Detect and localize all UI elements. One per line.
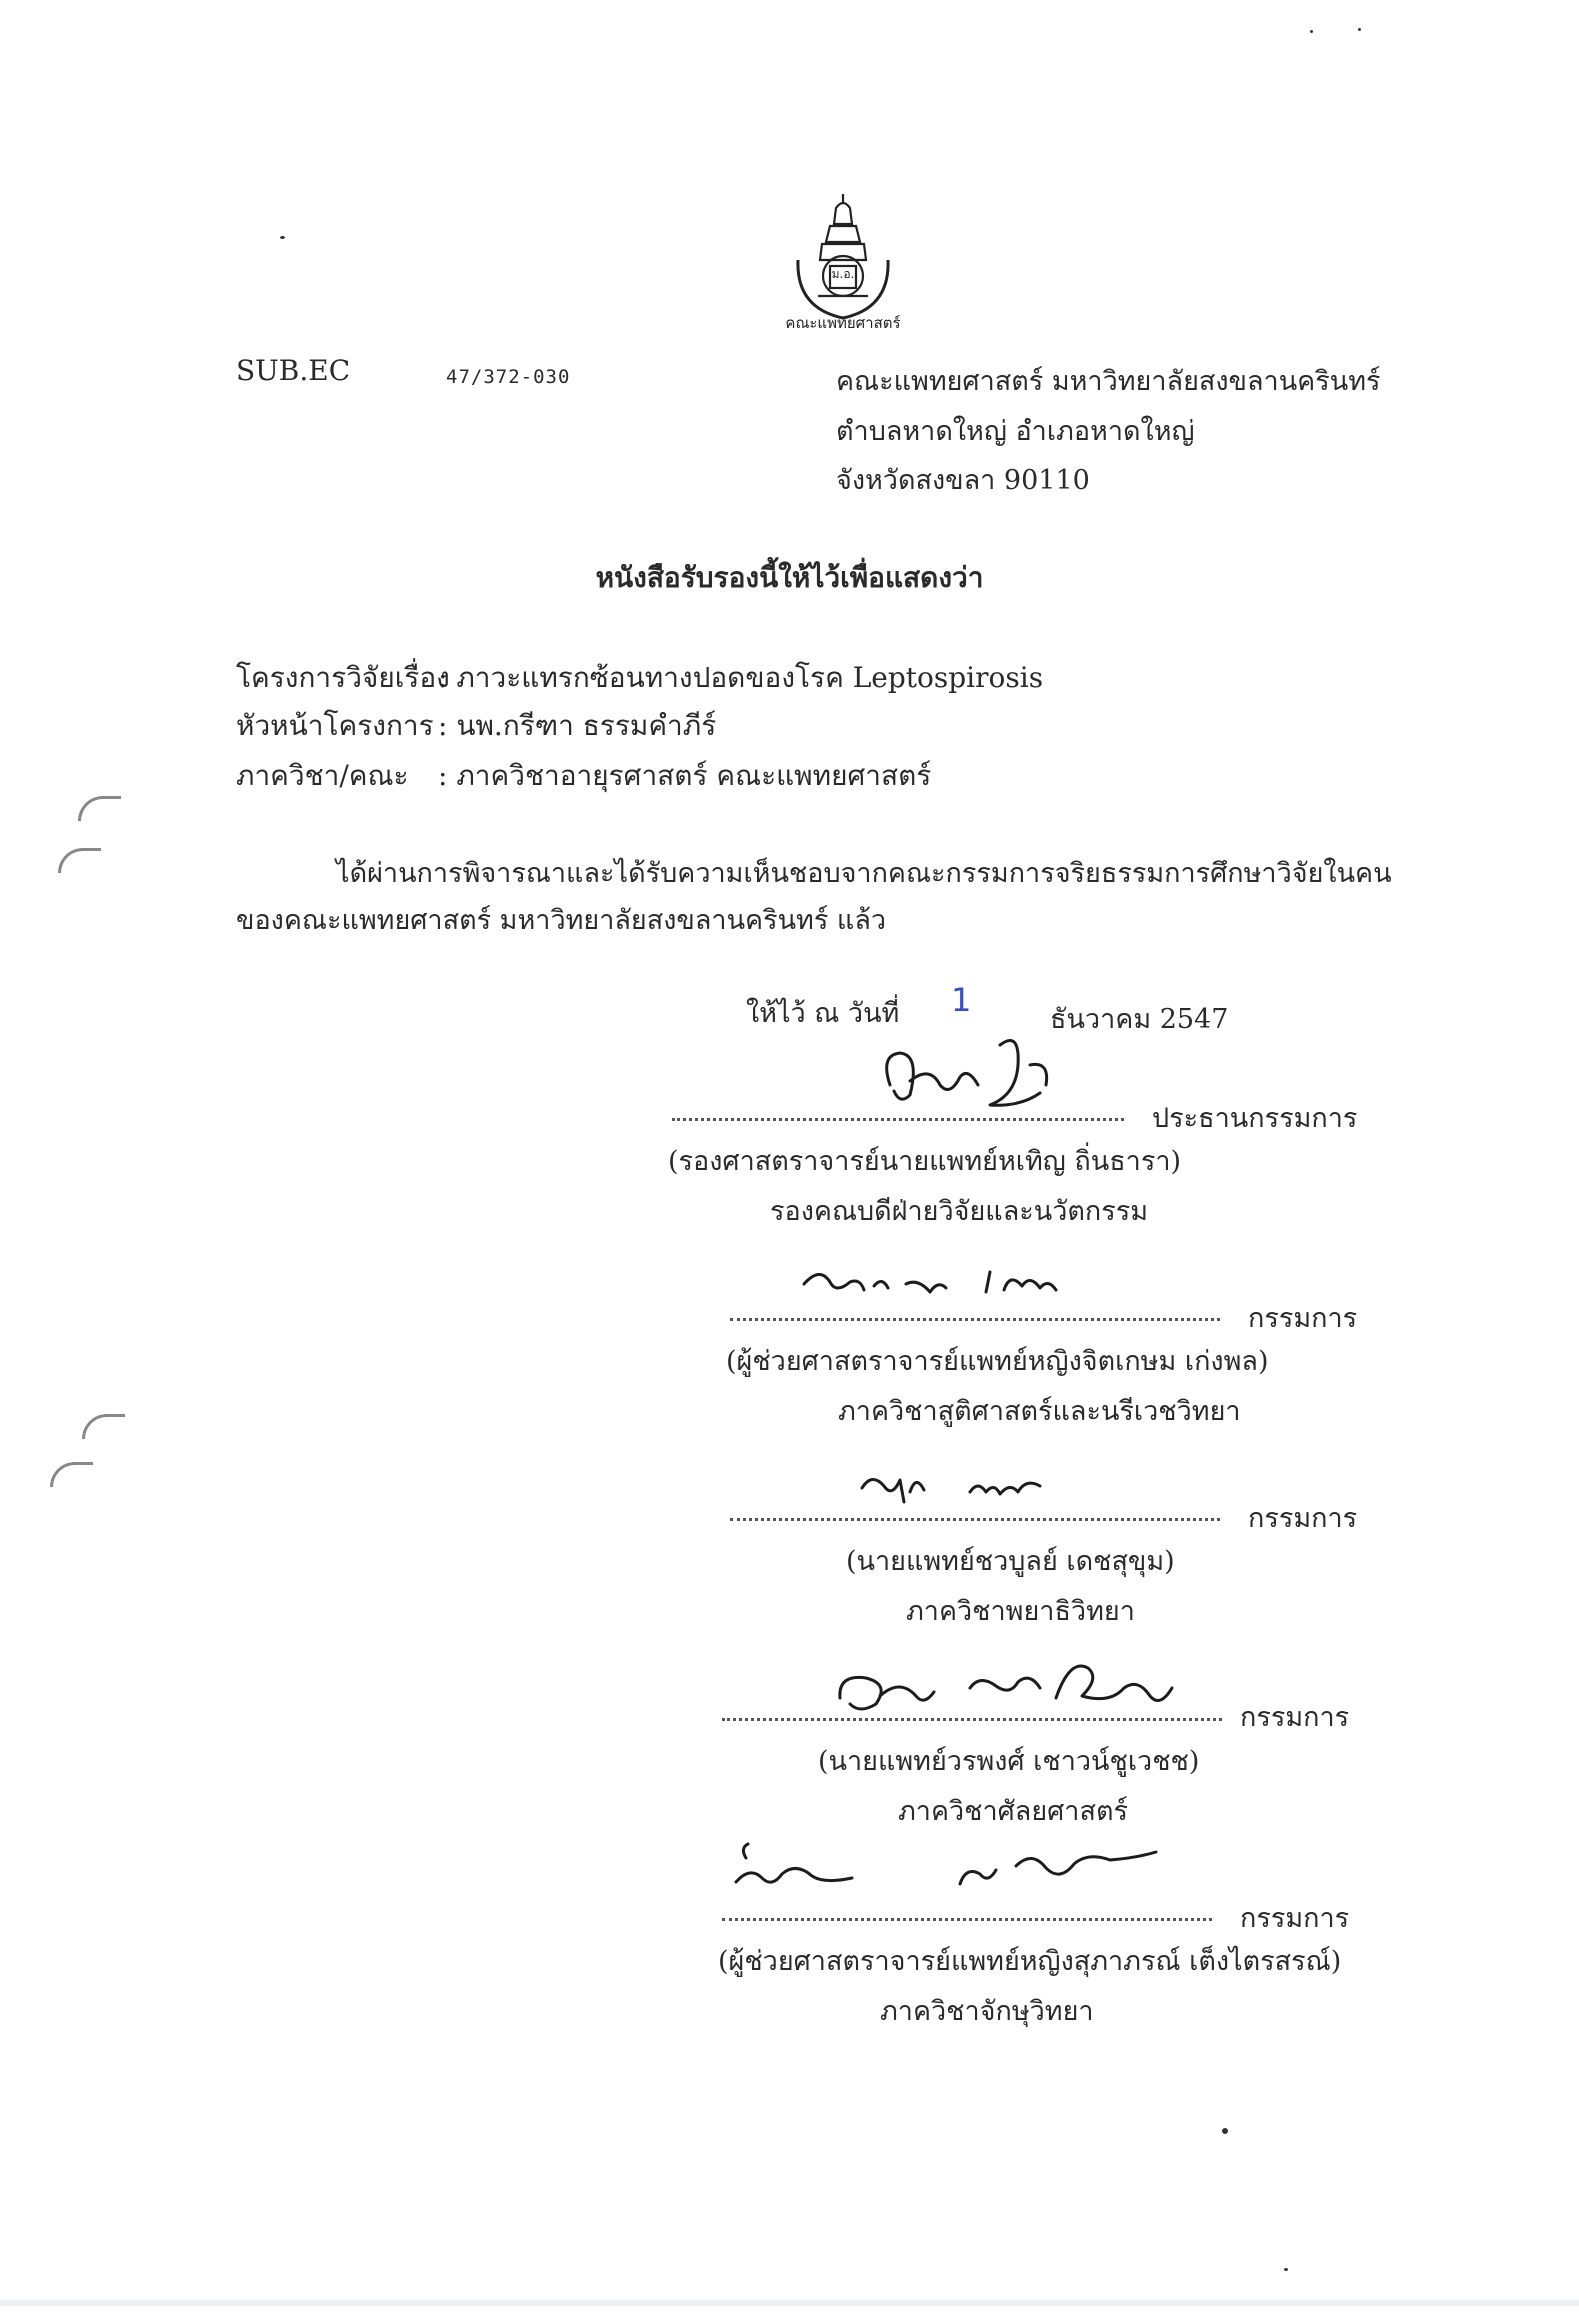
signatory-position-chair: รองคณบดีฝ่ายวิจัยและนวัตกรรม <box>770 1196 1149 1227</box>
signatory-position-member-4: ภาควิชาจักษุวิทยา <box>880 1996 1094 2027</box>
field-label-department: ภาควิชา/คณะ <box>236 759 409 792</box>
punch-hole-mark <box>78 796 121 821</box>
punch-hole-mark <box>82 1414 125 1439</box>
signature-line-member-1 <box>730 1318 1220 1321</box>
signatory-name-member-4: (ผู้ช่วยศาสตราจารย์แพทย์หญิงสุภาภรณ์ เต็งไตรสรณ์) <box>718 1946 1342 1977</box>
svg-text:คณะแพทยศาสตร์: คณะแพทยศาสตร์ <box>785 314 901 330</box>
signature-line-chair <box>672 1118 1124 1121</box>
field-value-leader: : นพ.กรีฑา ธรรมคำภีร์ <box>438 709 717 742</box>
scan-speck <box>1310 30 1313 33</box>
signature-line-member-4 <box>722 1918 1212 1921</box>
svg-text:ม.อ.: ม.อ. <box>831 267 855 281</box>
date-day: 1 <box>951 981 972 1019</box>
signatory-name-member-1: (ผู้ช่วยศาสตราจารย์แพทย์หญิงจิตเกษม เก่งพล) <box>726 1346 1269 1377</box>
signatory-name-chair: (รองศาสตราจารย์นายแพทย์หเทิญ ถิ่นธารา) <box>668 1146 1182 1177</box>
signatory-position-member-3: ภาควิชาศัลยศาสตร์ <box>898 1796 1128 1827</box>
field-label-project: โครงการวิจัยเรื่อง <box>236 661 450 694</box>
date-prefix: ให้ไว้ ณ วันที่ <box>746 998 900 1029</box>
signatory-role-member-2: กรรมการ <box>1248 1503 1358 1534</box>
signatory-name-member-2: (นายแพทย์ชวบูลย์ เดชสุขุม) <box>846 1546 1175 1577</box>
punch-hole-mark <box>58 848 101 873</box>
punch-hole-mark <box>50 1462 93 1487</box>
signature-member-1 <box>790 1262 1110 1322</box>
signatory-position-member-2: ภาควิชาพยาธิวิทยา <box>906 1596 1135 1627</box>
ref-prefix: SUB.EC <box>236 354 351 387</box>
field-value-department: : ภาควิชาอายุรศาสตร์ คณะแพทยศาสตร์ <box>438 759 932 792</box>
scan-bottom-edge <box>0 2300 1579 2306</box>
faculty-emblem <box>768 190 918 330</box>
signature-line-member-3 <box>722 1718 1222 1721</box>
address-line2: ตำบลหาดใหญ่ อำเภอหาดใหญ่ <box>836 416 1195 447</box>
date-month-year: ธันวาคม 2547 <box>1050 1004 1229 1035</box>
signatory-role-member-3: กรรมการ <box>1240 1702 1350 1733</box>
body-line1: ได้ผ่านการพิจารณาและได้รับความเห็นชอบจากคณะกรรมการจริยธรรมการศึกษาวิจัยในคน <box>336 858 1392 889</box>
scan-speck <box>1284 2268 1288 2271</box>
body-line2: ของคณะแพทยศาสตร์ มหาวิทยาลัยสงขลานครินทร์ แล้ว <box>236 905 887 936</box>
field-value-project: : ภาวะแทรกซ้อนทางปอดของโรค Leptospirosis <box>438 661 1044 694</box>
scan-speck <box>1222 2128 1228 2134</box>
address-line3: จังหวัดสงขลา 90110 <box>836 465 1090 496</box>
field-label-leader: หัวหน้าโครงการ <box>236 709 434 742</box>
signatory-role-member-1: กรรมการ <box>1248 1303 1358 1334</box>
signature-line-member-2 <box>730 1518 1220 1521</box>
ref-number: 47/372-030 <box>446 366 571 388</box>
signatory-role-member-4: กรรมการ <box>1240 1903 1350 1934</box>
scan-speck <box>1358 28 1361 31</box>
signatory-position-member-1: ภาควิชาสูติศาสตร์และนรีเวชวิทยา <box>838 1396 1241 1427</box>
signatory-name-member-3: (นายแพทย์วรพงศ์ เชาวน์ชูเวชช) <box>818 1746 1200 1777</box>
signature-member-4 <box>716 1838 1176 1918</box>
address-line1: คณะแพทยศาสตร์ มหาวิทยาลัยสงขลานครินทร์ <box>836 366 1381 397</box>
document-title: หนังสือรับรองนี้ให้ไว้เพื่อแสดงว่า <box>595 561 984 594</box>
scan-speck <box>280 236 285 239</box>
signatory-role-chair: ประธานกรรมการ <box>1152 1103 1358 1134</box>
signature-chair <box>870 1025 1090 1125</box>
signature-member-3 <box>820 1648 1200 1728</box>
signature-member-2 <box>850 1462 1080 1522</box>
